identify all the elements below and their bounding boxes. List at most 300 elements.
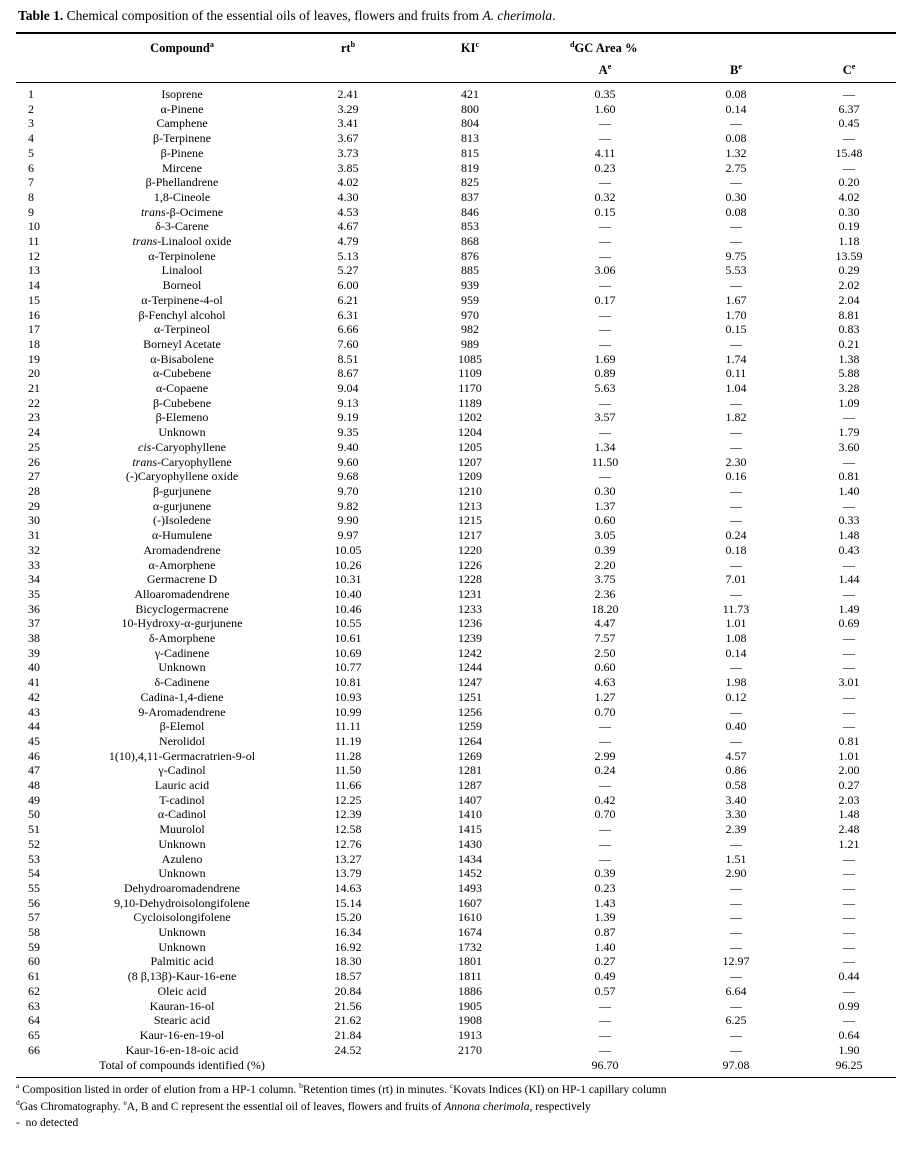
rt-value: 16.92 [334, 939, 362, 954]
gc-area-a: 2.99 [594, 748, 616, 763]
composition-table [16, 32, 896, 1078]
row-number: 62 [28, 983, 40, 998]
gc-area-c: — [843, 557, 856, 572]
ki-value: 2170 [458, 1042, 482, 1057]
gc-area-c: — [843, 925, 856, 940]
table-row [16, 83, 896, 102]
rt-value: 10.31 [334, 572, 362, 587]
gc-area-c: — [843, 910, 856, 925]
row-number: 4 [28, 131, 34, 146]
gc-area-b: 12.97 [722, 954, 750, 969]
row-number: 24 [28, 425, 40, 440]
table-row [16, 131, 896, 146]
row-number: 65 [28, 1028, 40, 1042]
header-gc-area-sup: d [570, 39, 575, 49]
gc-area-a: 0.87 [594, 925, 616, 940]
gc-area-b: — [730, 880, 742, 895]
table-row [16, 646, 896, 661]
gc-area-a: — [599, 116, 611, 131]
gc-area-c: 2.03 [838, 792, 860, 807]
row-number: 45 [28, 733, 40, 748]
compound-name: Bicyclogermacrene [135, 601, 229, 616]
rt-value: 9.82 [337, 498, 359, 513]
footnote-line: - no detected [16, 1117, 79, 1130]
table-row [16, 116, 896, 131]
compound-name: T-cadinol [159, 792, 205, 807]
gc-area-a: 0.39 [594, 542, 616, 557]
rt-value: 4.79 [337, 234, 359, 249]
gc-area-c: 1.21 [838, 836, 860, 851]
compound-name: Camphene [156, 116, 208, 131]
row-number: 41 [28, 675, 40, 690]
header-ki-sup: c [475, 39, 480, 49]
gc-area-b: 1.08 [725, 631, 747, 646]
gc-area-a: — [599, 469, 611, 484]
gc-area-a: 1.69 [594, 351, 616, 366]
compound-name: 9,10-Dehydroisolongifolene [114, 895, 250, 910]
row-number: 64 [28, 1013, 40, 1028]
header-rt [296, 33, 400, 83]
table-row [16, 705, 896, 720]
gc-area-a: 2.50 [594, 645, 616, 660]
rt-value: 13.27 [334, 851, 362, 866]
gc-area-b: — [730, 660, 742, 675]
row-number: 43 [28, 704, 40, 719]
gc-area-c: 1.48 [838, 528, 860, 543]
row-number: 57 [28, 910, 40, 925]
rt-value: 21.56 [334, 998, 362, 1013]
header-gc-area [540, 33, 896, 63]
gc-area-a: — [599, 336, 611, 351]
gc-area-a: 4.63 [594, 675, 616, 690]
gc-area-b: 0.14 [725, 101, 747, 116]
compound-name: Kauran-16-ol [149, 998, 215, 1013]
header-ki-label: KI [460, 41, 476, 55]
header-compound [68, 33, 296, 83]
rt-value: 2.41 [337, 87, 359, 101]
table-row [16, 572, 896, 587]
gc-area-c: 0.43 [838, 542, 860, 557]
ki-value: 1407 [458, 792, 482, 807]
gc-area-a: — [599, 851, 611, 866]
compound-name: Mircene [162, 160, 202, 175]
footnote-line: $^a$ Composition listed in order of elution from a HP-1 column. $^b$Retention times (rt) in minutes. $^c$Kovats Indices (KI) on HP-1 capillary column [16, 1081, 667, 1097]
header-rt-sup: b [350, 39, 356, 49]
gc-area-c: 2.02 [838, 278, 860, 293]
row-number: 53 [28, 851, 40, 866]
gc-area-a: 0.57 [594, 983, 616, 998]
gc-area-b: 6.64 [725, 983, 747, 998]
compound-name: Germacrene D [146, 572, 218, 587]
gc-area-c: — [843, 954, 856, 969]
gc-area-c: 0.21 [838, 336, 860, 351]
table-total-section [16, 1057, 896, 1078]
ki-value: 868 [461, 234, 479, 249]
rt-value: 10.46 [334, 601, 362, 616]
gc-area-a: — [599, 1028, 611, 1042]
gc-area-b: 1.51 [725, 851, 747, 866]
ki-value: 1269 [458, 748, 482, 763]
ki-value: 853 [461, 219, 479, 234]
rt-value: 6.00 [337, 278, 359, 293]
row-number: 23 [28, 410, 40, 425]
gc-area-b: — [730, 439, 742, 454]
compound-name: Isoprene [161, 87, 203, 101]
gc-area-b: — [730, 278, 742, 293]
gc-area-b: 5.53 [725, 263, 747, 278]
gc-area-b: 0.14 [725, 645, 747, 660]
gc-area-b: 1.01 [725, 616, 747, 631]
rt-value: 15.20 [334, 910, 362, 925]
ki-value: 1239 [458, 631, 482, 646]
compound-name: (-)Caryophyllene oxide [125, 469, 239, 484]
compound-name: 1(10),4,11-Germacratrien-9-ol [108, 748, 256, 763]
rt-value: 3.29 [337, 101, 359, 116]
rt-value: 9.19 [337, 410, 359, 425]
gc-area-b: — [730, 836, 742, 851]
ki-value: 1189 [458, 395, 482, 410]
gc-area-a: 0.42 [594, 792, 616, 807]
table-row [16, 1013, 896, 1028]
header-col-a [540, 63, 670, 83]
table-row [16, 1043, 896, 1058]
row-number: 32 [28, 542, 40, 557]
compound-name: cis-Caryophyllene [138, 439, 226, 454]
gc-area-a: 0.35 [594, 87, 616, 101]
gc-area-a: 3.05 [594, 528, 616, 543]
compound-name: α-Bisabolene [150, 351, 214, 366]
gc-area-b: — [730, 557, 742, 572]
ki-value: 1801 [458, 954, 482, 969]
compound-name: trans-Caryophyllene [132, 454, 232, 469]
table-row [16, 528, 896, 543]
rt-value: 11.28 [334, 748, 362, 763]
table-row [16, 616, 896, 631]
gc-area-a: 3.57 [594, 410, 616, 425]
ki-value: 1732 [458, 939, 482, 954]
table-row [16, 161, 896, 176]
compound-name: (8 β,13β)-Kaur-16-ene [127, 969, 237, 984]
row-number: 19 [28, 351, 40, 366]
gc-area-b: 2.39 [725, 822, 747, 837]
row-number: 8 [28, 189, 34, 204]
gc-area-a: — [599, 778, 611, 793]
gc-area-c: 0.83 [838, 322, 860, 337]
gc-area-b: 0.15 [725, 322, 747, 337]
gc-area-a: — [599, 322, 611, 337]
compound-name: Muurolol [159, 822, 205, 837]
gc-area-c: — [843, 631, 856, 646]
ki-value: 1251 [458, 689, 482, 704]
ki-value: 1415 [458, 822, 482, 837]
rt-value: 10.99 [334, 704, 362, 719]
rt-value: 4.53 [337, 204, 359, 219]
ki-value: 1410 [458, 807, 482, 822]
gc-area-c: — [843, 866, 856, 881]
gc-area-a: 4.11 [594, 145, 616, 160]
table-row [16, 925, 896, 940]
gc-area-c: 1.40 [838, 483, 860, 498]
gc-area-c: — [843, 1013, 856, 1028]
rt-value: 24.52 [334, 1042, 362, 1057]
compound-name: γ-Cadinene [154, 645, 210, 660]
rt-value: 3.67 [337, 131, 359, 146]
compound-name: Stearic acid [153, 1013, 211, 1028]
ki-value: 813 [461, 131, 479, 146]
rt-value: 4.02 [337, 175, 359, 190]
ki-value: 1886 [458, 983, 482, 998]
header-col-a-label: A [598, 63, 608, 77]
table-row [16, 602, 896, 617]
row-number: 5 [28, 145, 34, 160]
table-row [16, 543, 896, 558]
ki-value: 1085 [458, 351, 482, 366]
row-number: 16 [28, 307, 40, 322]
rt-value: 18.57 [334, 969, 362, 984]
gc-area-c: — [843, 660, 856, 675]
gc-area-a: 0.23 [594, 880, 616, 895]
rt-value: 9.70 [337, 483, 359, 498]
gc-area-c: 2.48 [838, 822, 860, 837]
compound-name: β-Pinene [160, 145, 204, 160]
row-number: 31 [28, 528, 40, 543]
ki-value: 1913 [458, 1028, 482, 1042]
gc-area-c: 1.44 [838, 572, 860, 587]
gc-area-c: 3.01 [838, 675, 860, 690]
gc-area-a: — [599, 219, 611, 234]
compound-name: Unknown [158, 925, 206, 940]
compound-name: Unknown [158, 866, 206, 881]
total-row [16, 1057, 896, 1078]
header-col-b-label: B [730, 63, 739, 77]
gc-area-c: 3.60 [838, 439, 860, 454]
table-row [16, 322, 896, 337]
table-row [16, 455, 896, 470]
rt-value: 12.76 [334, 836, 362, 851]
rt-value: 4.67 [337, 219, 359, 234]
ki-value: 1287 [458, 778, 482, 793]
table-row [16, 499, 896, 514]
gc-area-a: 2.20 [594, 557, 616, 572]
table-row [16, 249, 896, 264]
gc-area-a: — [599, 307, 611, 322]
header-col-b [670, 63, 802, 83]
compound-name: Linalool [161, 263, 203, 278]
compound-name: β-Phellandrene [145, 175, 219, 190]
row-number: 42 [28, 689, 40, 704]
ki-value: 1209 [458, 469, 482, 484]
row-number: 34 [28, 572, 40, 587]
row-number: 10 [28, 219, 40, 234]
compound-name: Dehydroaromadendrene [124, 880, 240, 895]
gc-area-c: — [843, 939, 856, 954]
gc-area-b: — [730, 498, 742, 513]
row-number: 22 [28, 395, 40, 410]
gc-area-b: 2.90 [725, 866, 747, 881]
gc-area-c: 0.64 [838, 1028, 860, 1042]
compound-name: Unknown [158, 836, 206, 851]
compound-name: β-Elemeno [155, 410, 209, 425]
table-row [16, 954, 896, 969]
table-row [16, 190, 896, 205]
gc-area-c: 1.18 [838, 234, 860, 249]
gc-area-b: — [730, 219, 742, 234]
gc-area-c: 0.99 [838, 998, 860, 1013]
compound-name: (-)Isoledene [153, 513, 211, 528]
row-number: 58 [28, 925, 40, 940]
table-row [16, 440, 896, 455]
table-row [16, 910, 896, 925]
header-ki [400, 33, 540, 83]
ki-value: 1236 [458, 616, 482, 631]
row-number: 29 [28, 498, 40, 513]
rt-value: 15.14 [334, 895, 362, 910]
row-number: 2 [28, 101, 34, 116]
gc-area-a: 0.32 [594, 189, 616, 204]
gc-area-c: — [843, 880, 856, 895]
rt-value: 11.50 [334, 763, 362, 778]
gc-area-b: 7.01 [725, 572, 747, 587]
compound-name: Borneol [162, 278, 202, 293]
rt-value: 10.26 [334, 557, 362, 572]
compound-name: Azuleno [161, 851, 203, 866]
rt-value: 9.04 [337, 381, 359, 396]
gc-area-a: 0.70 [594, 807, 616, 822]
gc-area-b: 0.58 [725, 778, 747, 793]
row-number: 7 [28, 175, 34, 190]
gc-area-a: — [599, 234, 611, 249]
table-row [16, 660, 896, 675]
row-number: 18 [28, 336, 40, 351]
total-ki-empty [400, 1057, 540, 1078]
gc-area-a: 1.39 [594, 910, 616, 925]
gc-area-c: — [843, 498, 856, 513]
row-number: 60 [28, 954, 40, 969]
gc-area-b: 11.73 [722, 601, 750, 616]
compound-name: Kaur-16-en-19-ol [139, 1028, 225, 1042]
row-number: 9 [28, 204, 34, 219]
rt-value: 12.58 [334, 822, 362, 837]
row-number: 56 [28, 895, 40, 910]
gc-area-b: — [730, 910, 742, 925]
gc-area-c: 8.81 [838, 307, 860, 322]
ki-value: 1205 [458, 439, 482, 454]
header-col-c-sup: e [851, 61, 856, 71]
compound-name: γ-Cadinol [158, 763, 206, 778]
gc-area-b: 1.98 [725, 675, 747, 690]
gc-area-a: 0.15 [594, 204, 616, 219]
table-row [16, 205, 896, 220]
compound-name: α-Cadinol [157, 807, 207, 822]
rt-value: 10.81 [334, 675, 362, 690]
gc-area-b: 0.18 [725, 542, 747, 557]
row-number: 11 [28, 234, 40, 249]
rt-value: 4.30 [337, 189, 359, 204]
rt-value: 11.11 [334, 719, 362, 734]
header-col-c-label: C [842, 63, 852, 77]
rt-value: 9.90 [337, 513, 359, 528]
ki-value: 1610 [458, 910, 482, 925]
ki-value: 1281 [458, 763, 482, 778]
table-row [16, 410, 896, 425]
compound-name: δ-3-Carene [155, 219, 209, 234]
gc-area-b: — [730, 336, 742, 351]
gc-area-a: — [599, 822, 611, 837]
row-number: 26 [28, 454, 40, 469]
gc-area-c: — [843, 851, 856, 866]
ki-value: 1109 [458, 366, 482, 381]
gc-area-b: 0.08 [725, 131, 747, 146]
rt-value: 6.31 [337, 307, 359, 322]
table-title [18, 7, 896, 25]
header-gc-area-label: GC Area % [574, 41, 638, 55]
table-row [16, 690, 896, 705]
gc-area-a: 0.60 [594, 660, 616, 675]
gc-area-b: — [730, 704, 742, 719]
row-number: 15 [28, 292, 40, 307]
ki-value: 885 [461, 263, 479, 278]
table-row [16, 234, 896, 249]
gc-area-c: — [843, 704, 856, 719]
gc-area-c: 0.19 [838, 219, 860, 234]
ki-value: 837 [461, 189, 479, 204]
gc-area-a: 7.57 [594, 631, 616, 646]
table-row [16, 984, 896, 999]
gc-area-c: 1.90 [838, 1042, 860, 1057]
row-number: 49 [28, 792, 40, 807]
gc-area-b: — [730, 939, 742, 954]
table-row [16, 278, 896, 293]
row-number: 37 [28, 616, 40, 631]
gc-area-c: 0.20 [838, 175, 860, 190]
ki-value: 1210 [458, 483, 482, 498]
ki-value: 1244 [458, 660, 482, 675]
gc-area-c: — [843, 454, 856, 469]
gc-area-a: 4.47 [594, 616, 616, 631]
total-value-c: 96.25 [835, 1058, 863, 1073]
header-rt-label: rt [340, 41, 351, 55]
table-row [16, 146, 896, 161]
gc-area-a: 0.89 [594, 366, 616, 381]
row-number: 36 [28, 601, 40, 616]
gc-area-a: 0.39 [594, 866, 616, 881]
gc-area-c: — [843, 87, 856, 101]
rt-value: 11.66 [334, 778, 362, 793]
compound-name: Oleic acid [157, 983, 207, 998]
compound-name: Unknown [158, 660, 206, 675]
rt-value: 3.85 [337, 160, 359, 175]
row-number: 59 [28, 939, 40, 954]
row-number: 21 [28, 381, 40, 396]
gc-area-a: — [599, 998, 611, 1013]
row-number: 47 [28, 763, 40, 778]
table-row [16, 558, 896, 573]
row-number: 14 [28, 278, 40, 293]
compound-name: α-Humulene [151, 528, 213, 543]
row-number: 13 [28, 263, 40, 278]
table-row [16, 881, 896, 896]
table-row [16, 263, 896, 278]
rt-value: 10.77 [334, 660, 362, 675]
gc-area-b: — [730, 395, 742, 410]
gc-area-c: 0.29 [838, 263, 860, 278]
ki-value: 1493 [458, 880, 482, 895]
row-number: 39 [28, 645, 40, 660]
rt-value: 5.27 [337, 263, 359, 278]
row-number: 51 [28, 822, 40, 837]
ki-value: 1905 [458, 998, 482, 1013]
compound-name: Lauric acid [154, 778, 210, 793]
